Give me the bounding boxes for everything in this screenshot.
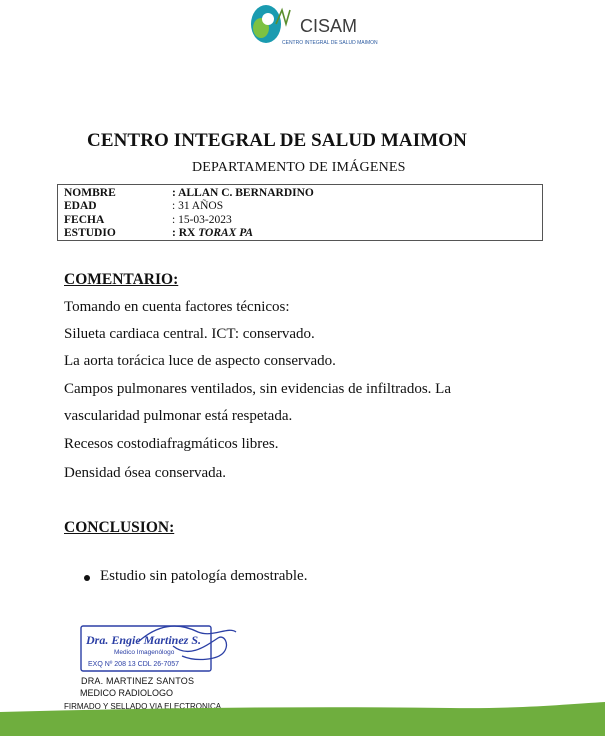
- patient-label: NOMBRE: [64, 187, 116, 199]
- electronic-signature-note: FIRMADO Y SELLADO VIA ELECTRONICA: [64, 702, 222, 711]
- comment-line: La aorta torácica luce de aspecto conservado.: [64, 353, 336, 369]
- signer-role: MEDICO RADIOLOGO: [80, 688, 174, 698]
- comment-line: Silueta cardiaca central. ICT: conservado.: [64, 326, 315, 342]
- comment-line: Tomando en cuenta factores técnicos:: [64, 299, 290, 315]
- stamp-name: Dra. Engie Martinez S.: [86, 633, 202, 647]
- patient-value: : ALLAN C. BERNARDINO: [172, 187, 314, 199]
- department-title: DEPARTAMENTO DE IMÁGENES: [192, 160, 406, 175]
- comment-line: Densidad ósea conservada.: [64, 465, 227, 481]
- logo-subtext: CENTRO INTEGRAL DE SALUD MAIMON: [282, 40, 378, 46]
- signature-stamp: [78, 618, 240, 676]
- conclusion-heading: CONCLUSION:: [64, 519, 175, 536]
- cisam-logo: [244, 2, 384, 52]
- patient-value: : 15-03-2023: [172, 214, 232, 226]
- patient-value: : 31 AÑOS: [172, 200, 224, 212]
- comment-line: Recesos costodiafragmáticos libres.: [64, 436, 279, 452]
- comment-line: Campos pulmonares ventilados, sin evidencias de infiltrados. La: [64, 381, 451, 397]
- stamp-title: Medico Imagenólogo: [114, 649, 175, 656]
- comment-heading: COMENTARIO:: [64, 271, 179, 288]
- signer-name: DRA. MARTINEZ SANTOS: [81, 676, 195, 686]
- patient-info-box: [57, 184, 543, 241]
- page-title: CENTRO INTEGRAL DE SALUD MAIMON: [87, 130, 467, 151]
- bullet-icon: [84, 575, 90, 581]
- footer-wave: [0, 700, 605, 736]
- stamp-ids: EXQ Nº 208 13 CDL 26-7057: [88, 661, 180, 668]
- patient-value: : RX TORAX PA: [172, 227, 254, 239]
- patient-label: ESTUDIO: [64, 227, 116, 239]
- logo-text: CISAM: [300, 16, 358, 36]
- logo-eye-shape: [262, 13, 274, 25]
- patient-label: EDAD: [64, 200, 97, 212]
- comment-line: vascularidad pulmonar está respetada.: [64, 408, 293, 424]
- conclusion-item-text: Estudio sin patología demostrable.: [100, 568, 308, 584]
- patient-label: FECHA: [64, 214, 105, 226]
- footer-wave-shape: [0, 702, 605, 736]
